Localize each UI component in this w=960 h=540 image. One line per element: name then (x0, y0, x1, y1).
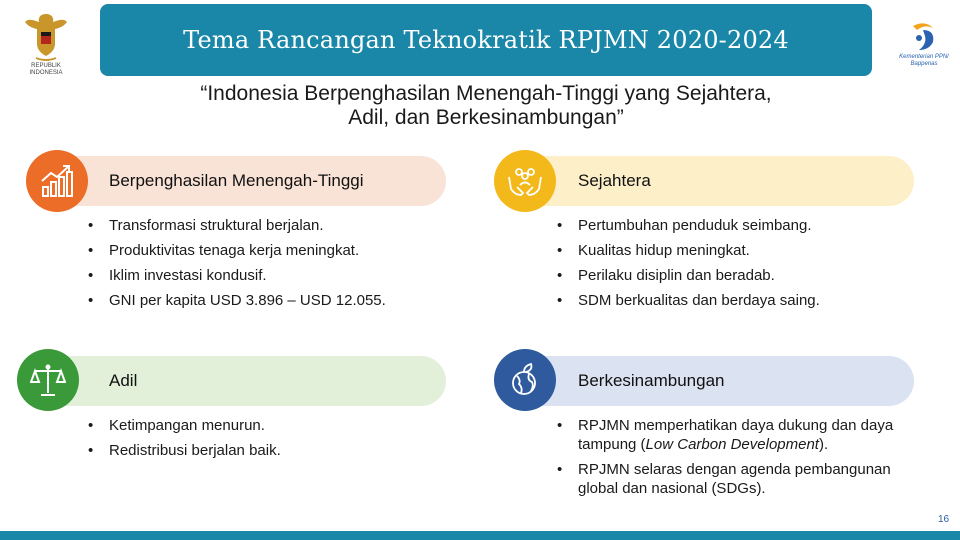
page-title: Tema Rancangan Teknokratik RPJMN 2020-2024 (183, 26, 789, 54)
bullet-text: RPJMN selaras dengan agenda pembangunan global dan nasional (SDGs). (578, 461, 891, 497)
bullet-text: RPJMN memperhatikan daya dukung dan daya tampung ( (578, 417, 894, 453)
theme-quote-line1: “Indonesia Berpenghasilan Menengah-Tinggi yang Sejahtera, (200, 82, 772, 105)
list-item: • GNI per kapita USD 3.896 – USD 12.055. (86, 291, 386, 310)
globe-leaf-icon (507, 362, 543, 398)
list-item (555, 416, 915, 454)
list-item: • Pertumbuhan penduduk seimbang. (555, 216, 905, 235)
list-item: • SDM berkualitas dan berdaya saing. (555, 291, 905, 310)
section-label: Adil (109, 371, 138, 390)
footer-bar (0, 531, 960, 540)
section-icon-circle-blue (494, 349, 556, 411)
list-item: • Kualitas hidup meningkat. (555, 241, 905, 260)
section-header-sejahtera (520, 156, 914, 206)
bappenas-logo (893, 20, 955, 72)
section-header-berkesinambungan (520, 356, 914, 406)
section-bullets-adil (86, 416, 406, 466)
list-item: • Perilaku disiplin dan beradab. (555, 266, 905, 285)
bappenas-caption-line2: Bappenas (910, 61, 938, 67)
emblem-caption-line1: REPUBLIK (31, 63, 61, 69)
page-number: 16 (938, 514, 950, 525)
theme-quote (100, 82, 872, 130)
theme-quote-line2: Adil, dan Berkesinambungan” (348, 106, 624, 129)
list-item: • Ketimpangan menurun. (86, 416, 406, 435)
balance-scale-icon (30, 362, 66, 398)
list-item (555, 460, 915, 498)
growth-chart-icon (39, 163, 75, 199)
section-bullets-berkesinambungan (555, 416, 915, 504)
section-label: Sejahtera (578, 171, 651, 190)
section-icon-circle-yellow (494, 150, 556, 212)
list-item: • Redistribusi berjalan baik. (86, 441, 406, 460)
bullet-italic-text: Low Carbon Development (645, 436, 819, 453)
bappenas-caption-line1: Kementerian PPN/ (899, 54, 949, 60)
section-icon-circle-green (17, 349, 79, 411)
section-header-adil (50, 356, 446, 406)
section-bullets-berpenghasilan (86, 216, 386, 316)
title-banner (100, 4, 872, 76)
garuda-emblem-logo (22, 8, 70, 86)
bullet-text-tail: ). (818, 436, 829, 453)
list-item: • Produktivitas tenaga kerja meningkat. (86, 241, 386, 260)
section-bullets-sejahtera (555, 216, 905, 316)
garuda-icon (22, 8, 70, 64)
hands-people-icon (507, 163, 543, 199)
section-label: Berkesinambungan (578, 371, 725, 390)
section-header-berpenghasilan (50, 156, 446, 206)
list-item: • Iklim investasi kondusif. (86, 266, 386, 285)
section-label: Berpenghasilan Menengah-Tinggi (109, 171, 364, 190)
bappenas-mark-icon (893, 20, 955, 54)
emblem-caption-line2: INDONESIA (29, 70, 63, 76)
section-icon-circle-orange (26, 150, 88, 212)
list-item: • Transformasi struktural berjalan. (86, 216, 386, 235)
